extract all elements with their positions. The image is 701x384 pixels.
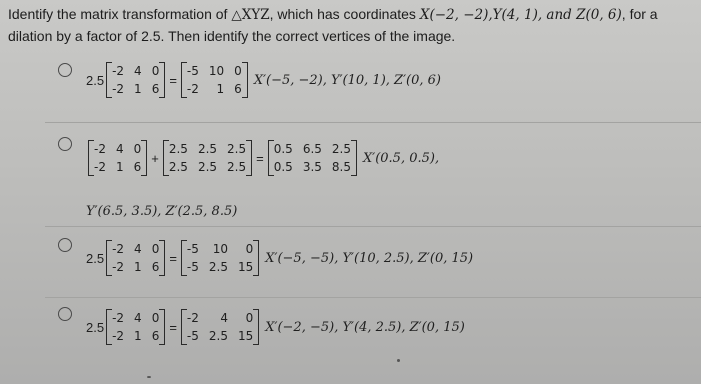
question-part3: , for a dilation by a factor of 2.5. Then identify the correct vertices of the image.: [8, 6, 658, 44]
original-matrix: [106, 309, 165, 345]
stray-dot: [397, 359, 400, 362]
option-b-equation: [88, 140, 439, 176]
matrix-cell: 0: [151, 242, 160, 256]
matrix-cell: -2: [112, 82, 125, 96]
radio-button-c[interactable]: [58, 238, 72, 252]
matrix-cell: -2: [112, 260, 125, 274]
matrix-cell: 1: [115, 160, 124, 174]
original-matrix: [106, 240, 165, 276]
matrix-cell: 4: [134, 64, 142, 78]
triangle-label: △XYZ: [231, 7, 270, 23]
image-vertices: X′(−5, −2), Y′(10, 1), Z′(0, 6): [253, 72, 441, 88]
image-vertices-continued: Y′(6.5, 3.5), Z′(2.5, 8.5): [86, 204, 238, 219]
matrix-cell: 2.5: [168, 142, 188, 156]
matrix-cell: 15: [237, 260, 254, 274]
radio-button-d[interactable]: [58, 307, 72, 321]
image-vertices: X′(0.5, 0.5),: [363, 150, 440, 166]
matrix-cell: 0.5: [273, 142, 293, 156]
matrix-cell: 1: [134, 260, 142, 274]
matrix-cell: 0: [245, 311, 254, 325]
result-matrix: [181, 240, 259, 276]
scalar: 2.5: [86, 250, 105, 266]
equals-sign: =: [169, 250, 177, 266]
matrix-cell: 15: [237, 329, 254, 343]
result-matrix: [181, 62, 248, 98]
image-vertices: X′(−2, −5), Y′(4, 2.5), Z′(0, 15): [265, 319, 465, 335]
original-matrix: [88, 140, 147, 176]
matrix-cell: -2: [186, 311, 199, 325]
scalar: 2.5: [86, 319, 105, 335]
matrix-cell: 2.5: [168, 160, 188, 174]
plus-sign: +: [151, 150, 159, 166]
matrix-cell: 10: [208, 64, 225, 78]
matrix-cell: -5: [186, 64, 199, 78]
matrix-cell: 2.5: [197, 142, 218, 156]
matrix-cell: 0: [151, 311, 160, 325]
result-matrix: [268, 140, 357, 176]
matrix-cell: 4: [134, 311, 142, 325]
matrix-cell: 2.5: [208, 260, 228, 274]
radio-button-a[interactable]: [58, 63, 72, 77]
equals-sign: =: [256, 150, 264, 166]
matrix-cell: 2.5: [331, 142, 351, 156]
matrix-cell: -2: [112, 242, 125, 256]
matrix-cell: 1: [134, 329, 142, 343]
matrix-cell: 6: [133, 160, 142, 174]
stray-dot: [147, 376, 151, 378]
matrix-cell: 6: [151, 82, 160, 96]
matrix-cell: 1: [216, 82, 225, 96]
matrix-cell: 8.5: [331, 160, 351, 174]
radio-button-b[interactable]: [58, 137, 72, 151]
matrix-cell: -2: [112, 64, 125, 78]
matrix-cell: 3.5: [302, 160, 322, 174]
translation-matrix: [163, 140, 252, 176]
matrix-cell: -2: [112, 311, 125, 325]
matrix-cell: 10: [212, 242, 228, 256]
original-matrix: [106, 62, 165, 98]
matrix-cell: 2.5: [227, 142, 247, 156]
matrix-cell: 6: [151, 329, 160, 343]
triangle-coordinates: X(−2, −2),Y(4, 1), and Z(0, 6): [419, 7, 622, 23]
result-matrix: [181, 309, 259, 345]
matrix-cell: 0: [245, 242, 254, 256]
divider: [45, 122, 701, 123]
matrix-cell: 1: [134, 82, 142, 96]
matrix-cell: -2: [186, 82, 199, 96]
matrix-cell: 0.5: [273, 160, 293, 174]
option-c-equation: [86, 240, 473, 276]
equals-sign: =: [169, 319, 177, 335]
question-text: [8, 4, 698, 47]
matrix-cell: 0: [234, 64, 242, 78]
question-part1: Identify the matrix transformation of: [8, 6, 232, 22]
matrix-cell: 6: [234, 82, 242, 96]
matrix-cell: 4: [115, 142, 124, 156]
matrix-cell: 0: [133, 142, 142, 156]
matrix-cell: -2: [94, 142, 106, 156]
matrix-cell: 2.5: [227, 160, 247, 174]
matrix-cell: 6: [151, 260, 160, 274]
matrix-cell: 2.5: [208, 329, 228, 343]
matrix-cell: -5: [186, 329, 199, 343]
matrix-cell: 2.5: [197, 160, 218, 174]
matrix-cell: -2: [94, 160, 106, 174]
scalar: 2.5: [86, 72, 105, 88]
matrix-cell: 4: [134, 242, 142, 256]
divider: [45, 297, 701, 298]
matrix-cell: 4: [220, 311, 228, 325]
divider: [45, 226, 701, 227]
matrix-cell: 6.5: [302, 142, 322, 156]
option-d-equation: [86, 309, 465, 345]
question-part2: , which has coordinates: [269, 6, 420, 22]
matrix-cell: -5: [186, 260, 199, 274]
option-a-equation: [86, 62, 441, 98]
matrix-cell: 0: [151, 64, 160, 78]
matrix-cell: -5: [186, 242, 199, 256]
equals-sign: =: [169, 72, 177, 88]
matrix-cell: -2: [112, 329, 125, 343]
image-vertices: X′(−5, −5), Y′(10, 2.5), Z′(0, 15): [265, 250, 474, 266]
